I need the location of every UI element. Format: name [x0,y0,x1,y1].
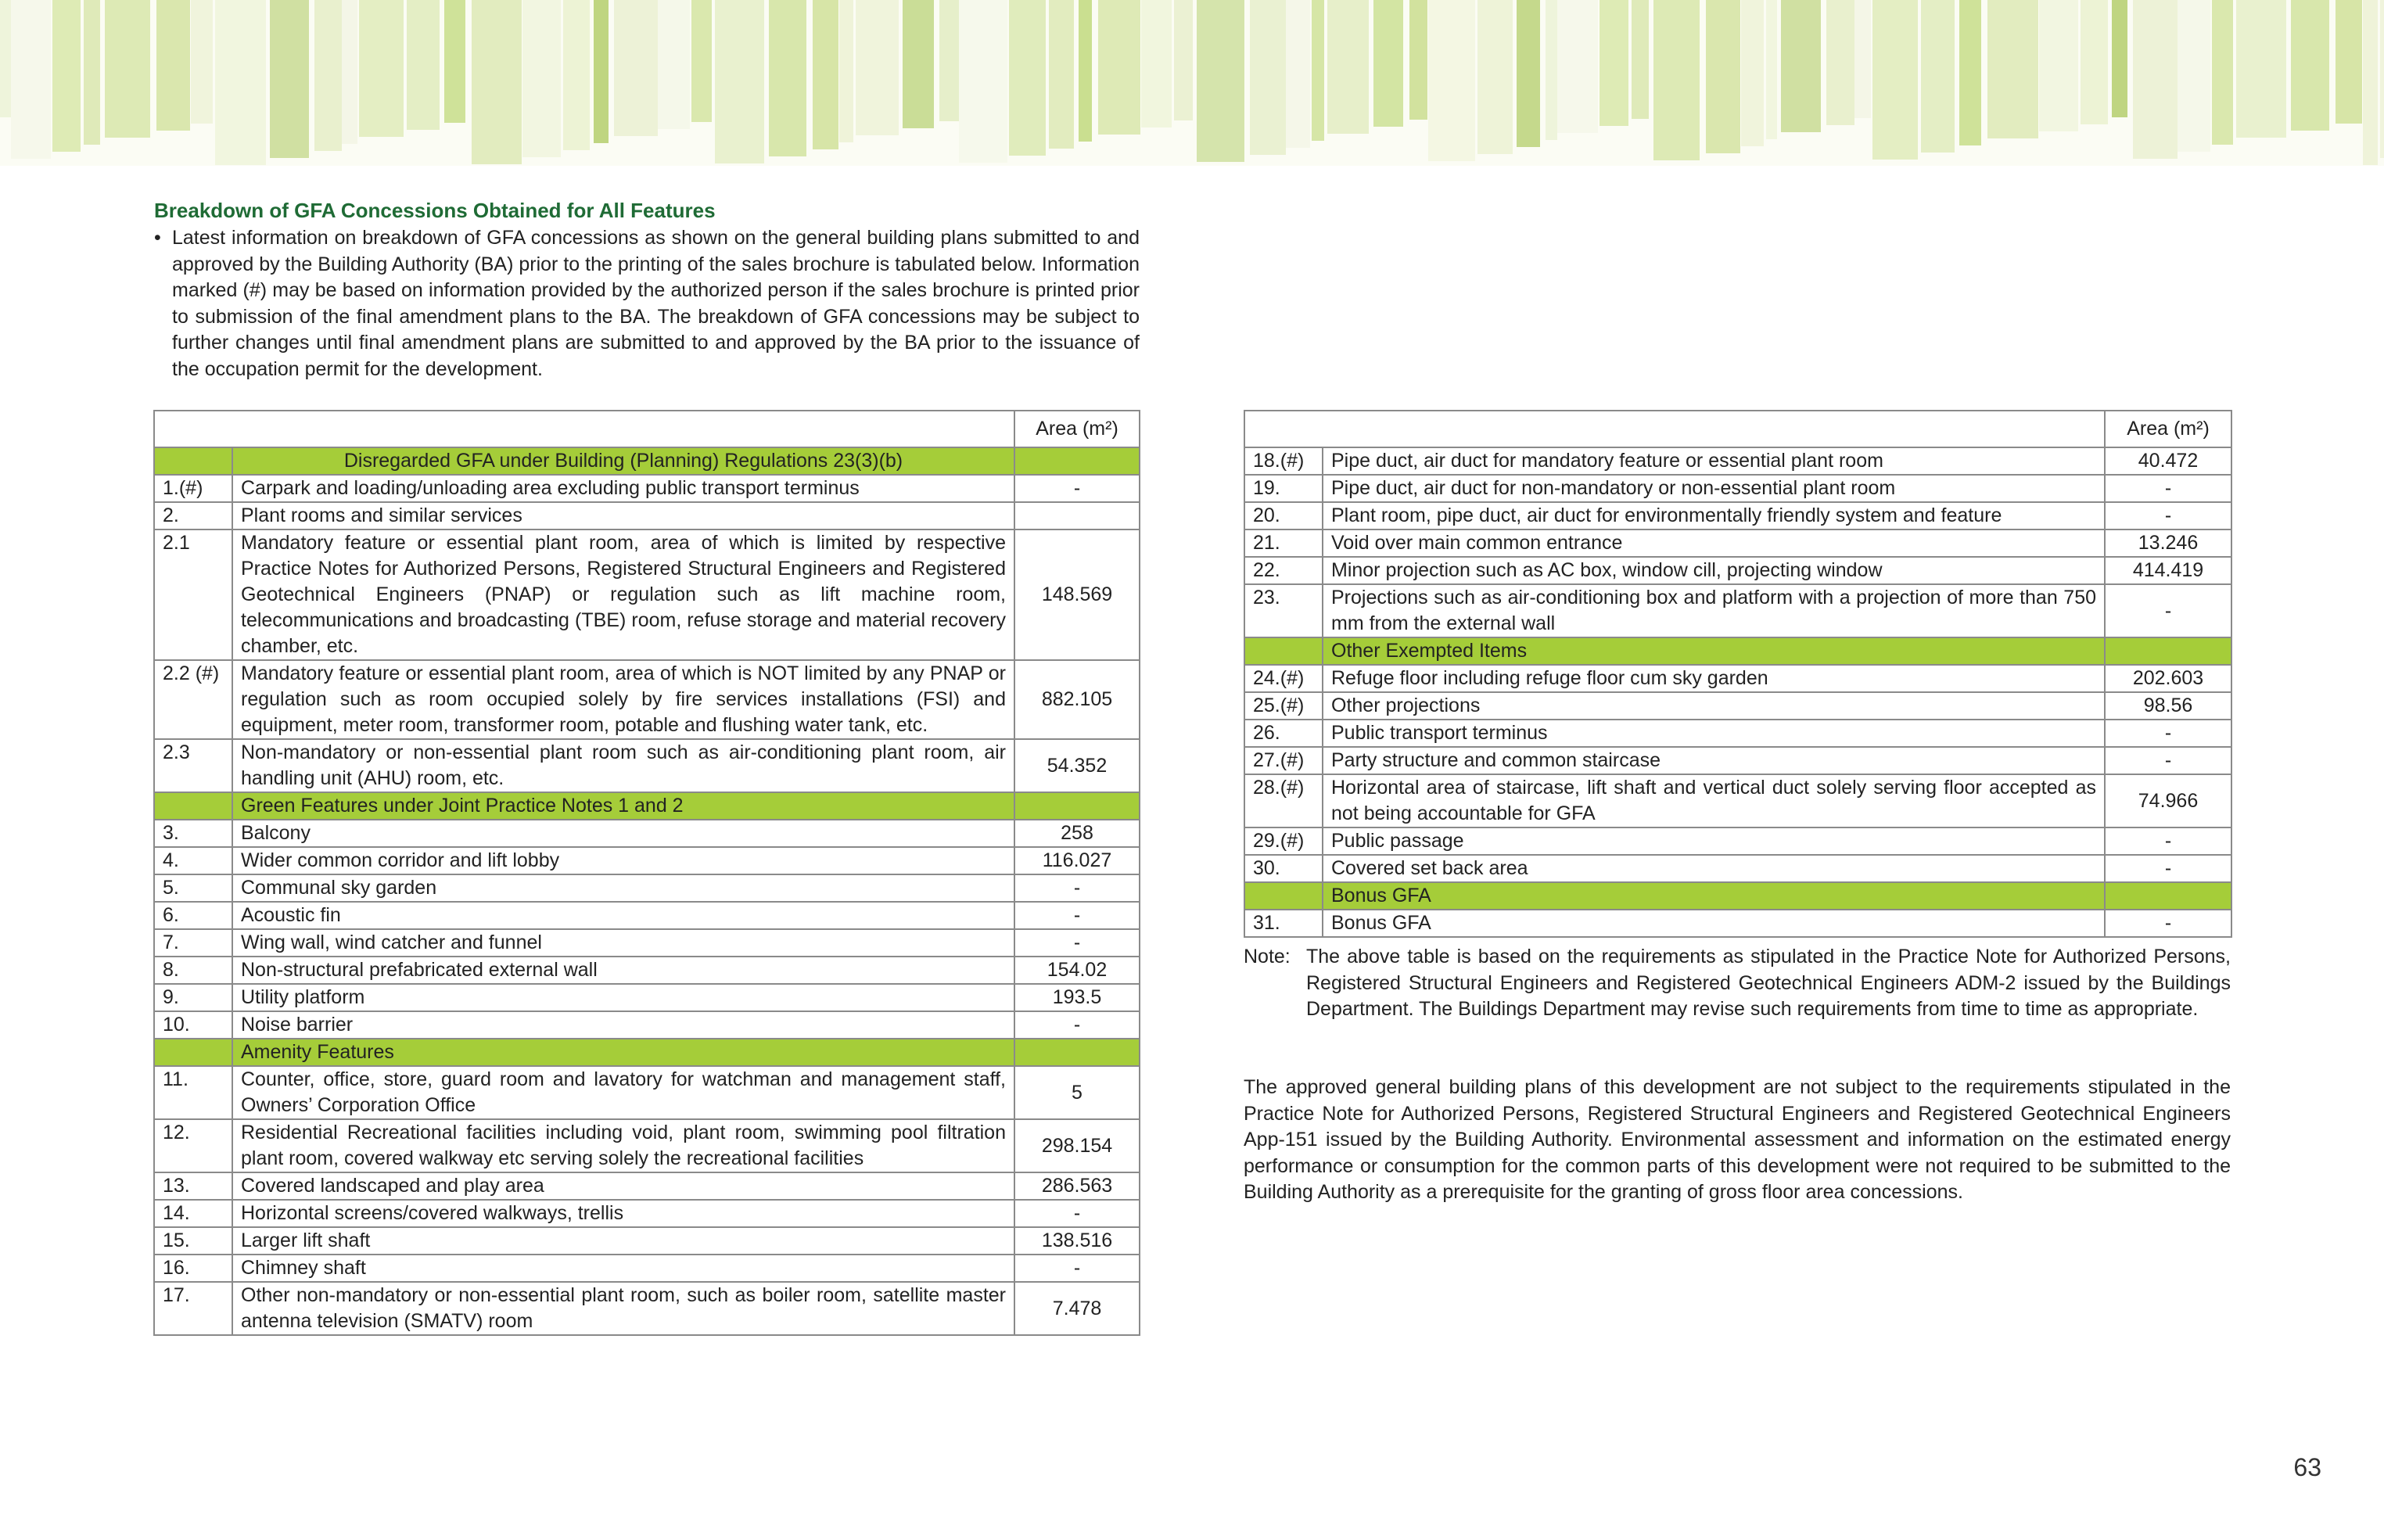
banner-stripe [1854,0,1871,118]
banner-stripe [939,0,959,121]
banner-stripe [903,0,934,128]
gfa-table-left [153,410,1140,1336]
item-area: 414.419 [2105,557,2231,584]
banner-stripe [52,0,81,152]
banner-stripe [1706,0,1740,153]
table-row [154,1172,1140,1200]
item-description: Public transport terminus [1323,720,2105,747]
table-row [154,1011,1140,1039]
banner-stripe [359,0,404,137]
item-description: Larger lift shaft [232,1227,1014,1255]
section-area-blank [2105,882,2231,910]
banner-stripe [342,0,357,144]
item-description: Covered landscaped and play area [232,1172,1014,1200]
item-description: Balcony [232,820,1014,847]
item-number: 19. [1244,475,1323,502]
section-spacer [1244,882,1323,910]
table-header-row [1244,411,2231,447]
banner-stripe [2291,0,2329,131]
item-number: 20. [1244,502,1323,529]
item-area: - [1014,902,1140,929]
section-header-row [154,1039,1140,1066]
table-row [1244,855,2231,882]
table-row [154,1282,1140,1335]
banner-stripe [563,0,590,150]
section-spacer [154,447,232,475]
banner-stripe [839,0,853,142]
item-number: 29.(#) [1244,827,1323,855]
table-row [1244,827,2231,855]
gfa-table-right [1244,410,2232,938]
banner-stripe [1546,0,1557,140]
area-header: Area (m²) [2105,411,2231,447]
table-row [154,1200,1140,1227]
item-area: - [2105,720,2231,747]
banner-stripe [11,0,51,159]
banner-stripe [444,0,465,123]
banner-stripe [1872,0,1918,160]
banner-stripe [2336,0,2362,124]
table-row [154,1255,1140,1282]
note-text: The above table is based on the requirements as stipulated in the Practice Note for Authorized Persons, Registered Structural Engineers and Registered Geotechnical Engineers ADM-2 issued by the Buildings Department. The Buildings Department may revise such requirements from time to time as appropriate. [1306,946,2231,1020]
item-number: 27.(#) [1244,747,1323,774]
banner-stripe [614,0,658,136]
item-description: Other projections [1323,692,2105,720]
section-spacer [154,792,232,820]
table-row [154,1066,1140,1119]
item-description: Wider common corridor and lift lobby [232,847,1014,874]
table-row [1244,747,2231,774]
banner-stripe [1477,0,1513,154]
item-area: 138.516 [1014,1227,1140,1255]
item-number: 15. [154,1227,232,1255]
table-row [154,739,1140,792]
item-number: 5. [154,874,232,902]
page-number: 63 [2293,1453,2321,1481]
item-number: 11. [154,1066,232,1119]
table-row [1244,502,2231,529]
page-heading: Breakdown of GFA Concessions Obtained for All Features [154,199,716,222]
banner-stripe [813,0,838,149]
item-description: Carpark and loading/unloading area excluding public transport terminus [232,475,1014,502]
table-row [1244,557,2231,584]
bullet-mark: • [154,227,161,249]
section-spacer [154,1039,232,1066]
item-description: Plant room, pipe duct, air duct for environmentally friendly system and feature [1323,502,2105,529]
section-header-row [1244,637,2231,665]
item-description: Bonus GFA [1323,910,2105,937]
banner-stripe [270,0,309,158]
item-description: Counter, office, store, guard room and lavatory for watchman and management staff, Owners’ Corporation Office [232,1066,1014,1119]
item-number: 17. [154,1282,232,1335]
section-header-row [154,792,1140,820]
banner-stripe [2133,0,2178,159]
item-number: 2.3 [154,739,232,792]
table-row [154,847,1140,874]
table-row [154,957,1140,984]
table-note [1244,944,2231,1023]
table-row [1244,910,2231,937]
item-area: 74.966 [2105,774,2231,827]
item-number: 4. [154,847,232,874]
item-area: - [2105,584,2231,637]
banner-stripe [1327,0,1369,134]
banner-stripe [1428,0,1475,161]
item-description: Covered set back area [1323,855,2105,882]
item-area: - [1014,874,1140,902]
note-label: Note: [1244,946,1291,967]
item-description: Horizontal area of staircase, lift shaft and vertical duct solely serving floor accepted as not being accountable for GFA [1323,774,2105,827]
banner-stripe [472,0,522,164]
table-row [1244,529,2231,557]
item-number: 23. [1244,584,1323,637]
item-description: Other non-mandatory or non-essential plant room, such as boiler room, satellite master antenna television (SMATV) room [232,1282,1014,1335]
item-area: - [2105,855,2231,882]
banner-stripe [1009,0,1046,156]
item-number: 3. [154,820,232,847]
banner-stripe [2236,0,2286,138]
header-blank [1244,411,2105,447]
item-number: 16. [154,1255,232,1282]
table-row [154,502,1140,529]
banner-stripe [1049,0,1074,149]
item-number: 31. [1244,910,1323,937]
item-number: 9. [154,984,232,1011]
banner-stripe [191,0,213,124]
item-description: Wing wall, wind catcher and funnel [232,929,1014,957]
table-row [154,529,1140,660]
item-description: Mandatory feature or essential plant room, area of which is limited by respective Practice Notes for Authorized Persons, Registered Structural Engineers and Registered Geotechnical Engineers (PNAP) or regulation such as lift machine room, telecommunications and broadcasting (TBE) room, refuse storage and material recovery chamber, etc. [232,529,1014,660]
section-label: Amenity Features [232,1039,1014,1066]
banner-stripe [156,0,190,131]
banner-stripe [769,0,806,156]
banner-stripe [715,0,764,163]
table-row [154,1119,1140,1172]
item-area: 7.478 [1014,1282,1140,1335]
item-area: 5 [1014,1066,1140,1119]
approval-paragraph: The approved general building plans of this development are not subject to the requirements stipulated in the Practice Note for Authorized Persons, Registered Structural Engineers and Registered Geotechnical Engineers App-151 issued by the Building Authority. Environmental assessment and information on the estimated energy performance or consumption for the common parts of this development were not required to be submitted to the Building Authority as a prerequisite for the granting of gross floor area concessions. [1244,1076,2231,1203]
banner-stripe [1921,0,1955,153]
item-number: 28.(#) [1244,774,1323,827]
item-number: 7. [154,929,232,957]
banner-stripe [1098,0,1140,135]
banner-stripe [1653,0,1700,160]
item-number: 2.2 (#) [154,660,232,739]
item-area: - [2105,910,2231,937]
item-description: Horizontal screens/covered walkways, trellis [232,1200,1014,1227]
item-area: - [2105,827,2231,855]
banner-stripe [594,0,609,143]
item-description: Pipe duct, air duct for mandatory feature or essential plant room [1323,447,2105,475]
banner-stripe [1286,0,1310,148]
item-description: Refuge floor including refuge floor cum sky garden [1323,665,2105,692]
item-number: 24.(#) [1244,665,1323,692]
section-label: Bonus GFA [1323,882,2105,910]
banner-stripe [1557,0,1598,133]
banner-stripe [1826,0,1854,125]
banner-stripe [2112,0,2127,117]
item-description: Mandatory feature or essential plant room, area of which is NOT limited by any PNAP or regulation such as room occupied solely by fire services installations (FSI) and equipment, meter room, transformer room, potable and flushing water tank, etc. [232,660,1014,739]
banner-stripe [1312,0,1324,141]
banner-stripe [1600,0,1628,126]
item-area: - [1014,929,1140,957]
item-area: - [1014,1011,1140,1039]
item-description: Communal sky garden [232,874,1014,902]
banner-stripe [2212,0,2233,145]
table-row [1244,584,2231,637]
item-description: Utility platform [232,984,1014,1011]
table-row [154,475,1140,502]
banner-stripe [2039,0,2078,131]
item-description: Projections such as air-conditioning box and platform with a projection of more than 750 mm from the external wall [1323,584,2105,637]
table-row [1244,447,2231,475]
item-number: 2. [154,502,232,529]
item-number: 22. [1244,557,1323,584]
table-row [154,929,1140,957]
banner-stripe [1781,0,1821,132]
section-header-row [154,447,1140,475]
item-description: Party structure and common staircase [1323,747,2105,774]
banner-stripe [856,0,899,135]
banner-stripe [1741,0,1764,146]
item-number: 26. [1244,720,1323,747]
banner-stripe [1517,0,1540,147]
item-area: 116.027 [1014,847,1140,874]
item-number: 12. [154,1119,232,1172]
item-description: Minor projection such as AC box, window cill, projecting window [1323,557,2105,584]
item-area: - [1014,1255,1140,1282]
banner-stripe [1987,0,2038,138]
section-area-blank [1014,792,1140,820]
table-row [1244,665,2231,692]
banner-stripe [658,0,690,129]
table-row [1244,774,2231,827]
banner-stripe [105,0,150,138]
item-area: 148.569 [1014,529,1140,660]
banner-stripe [2363,0,2378,165]
item-number: 21. [1244,529,1323,557]
item-area: - [2105,747,2231,774]
table-header-row [154,411,1140,447]
item-description: Residential Recreational facilities including void, plant room, swimming pool filtration plant room, covered walkway etc serving solely the recreational facilities [232,1119,1014,1172]
table-row [154,902,1140,929]
banner-stripe [1141,0,1172,127]
banner-stripe [314,0,342,151]
item-area: 882.105 [1014,660,1140,739]
banner-stripe [2081,0,2108,124]
table-row [154,874,1140,902]
section-label: Other Exempted Items [1323,637,2105,665]
banner-stripe [1250,0,1286,155]
banner-stripe [691,0,712,122]
banner-stripe [215,0,266,165]
item-area: 40.472 [2105,447,2231,475]
section-area-blank [2105,637,2231,665]
intro-text: Latest information on breakdown of GFA concessions as shown on the general building plans submitted to and approved by the Building Authority (BA) prior to the printing of the sales brochure is tabulated below. Information marked (#) may be based on information provided by the authorized person if the sales brochure is printed prior to submission of the final amendment plans to the BA. The breakdown of GFA concessions may be subject to further changes until final amendment plans are submitted to and approved by the BA prior to the issuance of the occupation permit for the development. [172,227,1140,380]
banner-stripe [407,0,440,130]
banner-stripe [1766,0,1777,139]
banner-stripe [2178,0,2210,152]
item-area: 258 [1014,820,1140,847]
banner-stripe [1174,0,1193,120]
item-description: Void over main common entrance [1323,529,2105,557]
item-area: 54.352 [1014,739,1140,792]
table-row [1244,720,2231,747]
item-description: Acoustic fin [232,902,1014,929]
section-area-blank [1014,1039,1140,1066]
banner-stripe [959,0,1007,163]
item-area: - [2105,475,2231,502]
item-description: Non-mandatory or non-essential plant room such as air-conditioning plant room, air handling unit (AHU) room, etc. [232,739,1014,792]
item-area [1014,502,1140,529]
item-number: 1.(#) [154,475,232,502]
banner-stripe [2380,0,2384,158]
item-number: 8. [154,957,232,984]
item-area: - [1014,475,1140,502]
table-row [1244,475,2231,502]
item-number: 18.(#) [1244,447,1323,475]
item-description: Non-structural prefabricated external wall [232,957,1014,984]
section-label: Disregarded GFA under Building (Planning) Regulations 23(3)(b) [232,447,1014,475]
banner-stripe [1632,0,1649,119]
banner-stripe [0,0,11,117]
item-area: 98.56 [2105,692,2231,720]
table-row [154,1227,1140,1255]
item-number: 10. [154,1011,232,1039]
section-spacer [1244,637,1323,665]
area-header: Area (m²) [1014,411,1140,447]
banner-stripe [1409,0,1427,120]
banner-stripe [1079,0,1092,142]
table-row [154,984,1140,1011]
item-description: Noise barrier [232,1011,1014,1039]
item-description: Public passage [1323,827,2105,855]
item-number: 6. [154,902,232,929]
table-row [1244,692,2231,720]
section-label: Green Features under Joint Practice Notes 1 and 2 [232,792,1014,820]
banner-stripe [84,0,100,145]
item-area: 202.603 [2105,665,2231,692]
table-row [154,820,1140,847]
header-blank [154,411,1014,447]
item-number: 14. [154,1200,232,1227]
section-header-row [1244,882,2231,910]
table-row [154,660,1140,739]
item-area: 154.02 [1014,957,1140,984]
item-area: - [1014,1200,1140,1227]
item-area: 298.154 [1014,1119,1140,1172]
item-area: 13.246 [2105,529,2231,557]
item-number: 13. [154,1172,232,1200]
intro-bullet [154,225,1140,382]
item-number: 30. [1244,855,1323,882]
item-description: Chimney shaft [232,1255,1014,1282]
item-area: - [2105,502,2231,529]
item-number: 2.1 [154,529,232,660]
banner-stripe [522,0,561,157]
item-number: 25.(#) [1244,692,1323,720]
item-description: Pipe duct, air duct for non-mandatory or non-essential plant room [1323,475,2105,502]
banner-stripe [1197,0,1244,162]
item-description: Plant rooms and similar services [232,502,1014,529]
decorative-banner [0,0,2384,166]
section-area-blank [1014,447,1140,475]
item-area: 193.5 [1014,984,1140,1011]
banner-stripe [1959,0,1981,145]
item-area: 286.563 [1014,1172,1140,1200]
banner-stripe [1373,0,1403,127]
